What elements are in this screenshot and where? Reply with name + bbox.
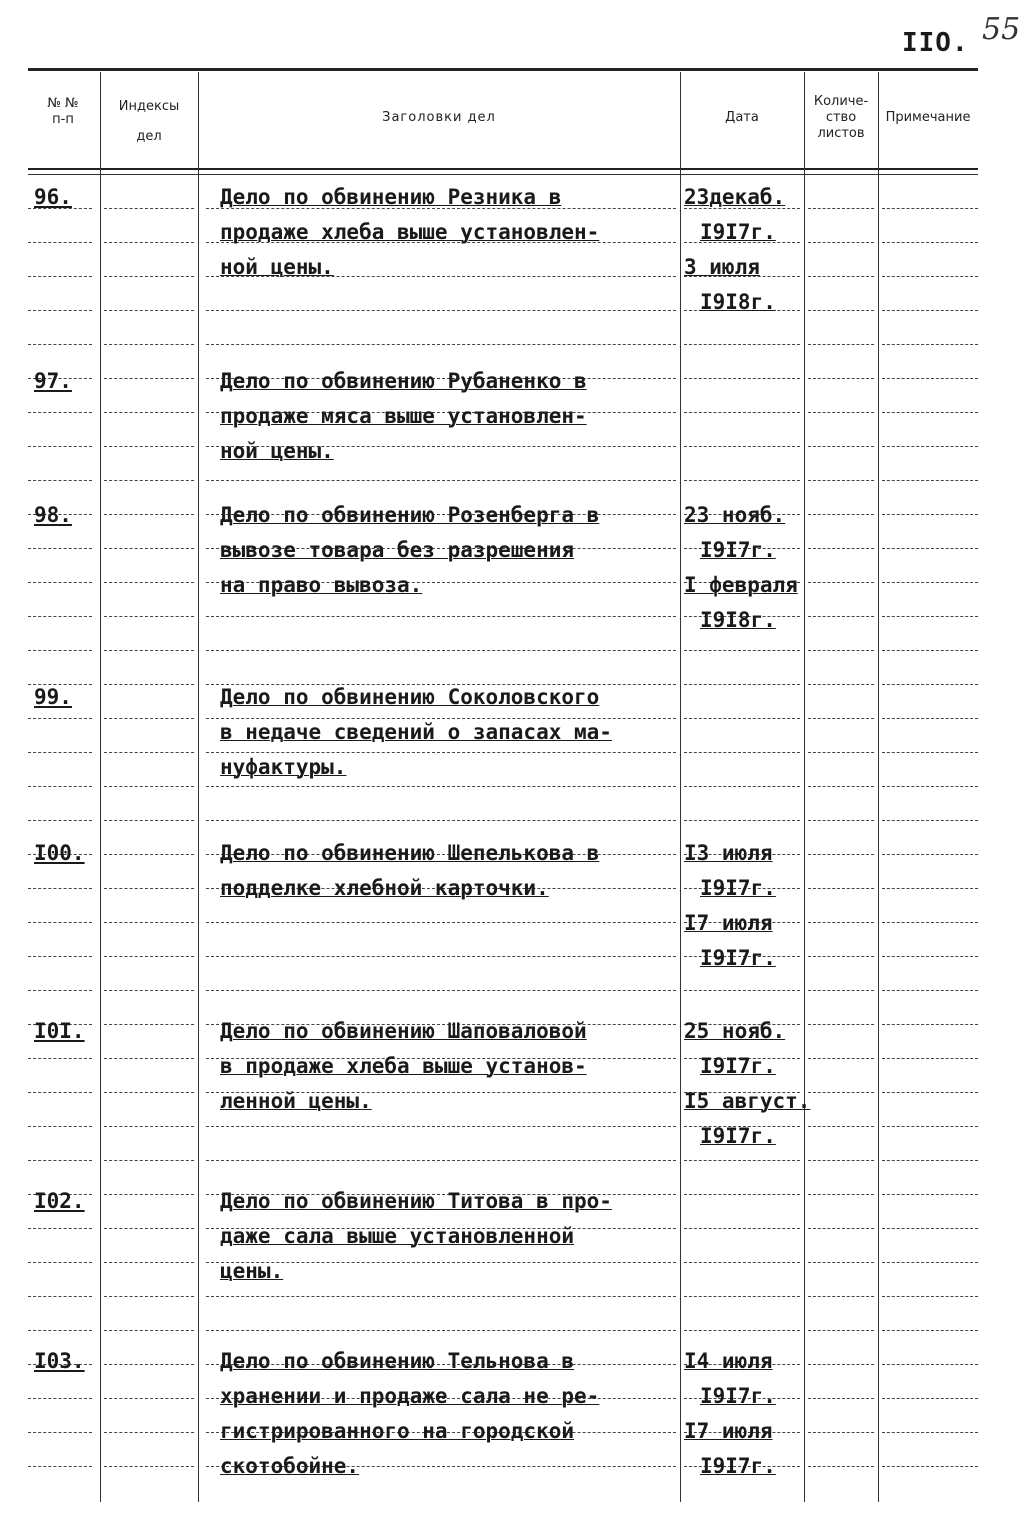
ruled-line [104,412,194,413]
ruled-line [808,956,874,957]
ruled-line [882,1364,978,1365]
case-date-line: I9I7г. [700,1054,776,1078]
column-divider [198,72,199,1502]
ruled-line [808,1296,874,1297]
ruled-line [104,514,194,515]
ruled-line [28,1092,92,1093]
ruled-line [104,1160,194,1161]
ruled-line [882,548,978,549]
ruled-line [882,1398,978,1399]
ruled-line [882,1262,978,1263]
table-top-rule [28,68,978,71]
ruled-line [104,548,194,549]
case-title-line: Дело по обвинению Тельнова в [220,1349,575,1373]
row-number: I00. [34,841,85,865]
ruled-line [808,582,874,583]
ruled-line [808,1092,874,1093]
header-note: Примечание [885,110,971,125]
header-bottom-rule [28,168,978,170]
case-dates [684,180,785,320]
ruled-line [882,514,978,515]
ruled-line [206,344,676,345]
ruled-line [882,1126,978,1127]
ruled-line [808,990,874,991]
ruled-line [104,922,194,923]
header-count: Количе- ство листов [813,94,869,141]
ruled-line [28,990,92,991]
case-title-line: подделке хлебной карточки. [220,876,549,900]
ruled-line [882,616,978,617]
case-date-line: I9I7г. [700,876,776,900]
ruled-line [104,1092,194,1093]
ruled-line [808,242,874,243]
ruled-line [808,344,874,345]
ruled-line [104,480,194,481]
case-title [220,1014,587,1119]
ruled-line [808,616,874,617]
ruled-line [882,684,978,685]
case-title-line: нуфактуры. [220,755,347,779]
case-title [220,1344,599,1484]
ruled-line [104,956,194,957]
ruled-line [882,990,978,991]
ruled-line [882,1160,978,1161]
ruled-line [28,786,92,787]
case-title-line: в недаче сведений о запасах ма- [220,720,612,744]
ruled-line [882,480,978,481]
case-date-line: 3 июля [684,255,760,279]
ruled-line [808,684,874,685]
ruled-line [104,1058,194,1059]
ruled-line [882,854,978,855]
ruled-line [808,786,874,787]
header-bottom-rule-2 [28,174,978,175]
case-date-line: 23 нояб. [684,503,786,527]
ruled-line [104,1194,194,1195]
ruled-line [882,412,978,413]
ruled-line [206,1160,676,1161]
ruled-line [808,480,874,481]
ruled-line [808,208,874,209]
header-index: Индексы дел [118,99,180,144]
ruled-line [28,1228,92,1229]
ruled-line [104,276,194,277]
column-divider [878,72,879,1502]
ruled-line [28,888,92,889]
case-title [220,836,599,906]
case-dates [684,836,776,976]
ruled-line [684,344,800,345]
case-title-line: Дело по обвинению Титова в про- [220,1189,612,1213]
case-title-line: хранении и продаже сала не ре- [220,1384,600,1408]
ruled-line [808,1330,874,1331]
ruled-line [684,752,800,753]
case-title [220,498,599,603]
ruled-line [882,786,978,787]
ruled-line [808,922,874,923]
case-dates [684,1014,810,1154]
ruled-line [28,1160,92,1161]
ruled-line [28,548,92,549]
case-dates [684,498,798,638]
ruled-line [104,208,194,209]
ruled-line [882,310,978,311]
case-title-line: на право вывоза. [220,573,423,597]
case-date-line: I9I7г. [700,1454,776,1478]
ruled-line [28,616,92,617]
ruled-line [104,718,194,719]
row-number: 98. [34,503,72,527]
ruled-line [104,1126,194,1127]
ruled-line [882,820,978,821]
ruled-line [882,752,978,753]
ruled-line [684,786,800,787]
ruled-line [104,446,194,447]
ruled-line [104,616,194,617]
ruled-line [104,1364,194,1365]
ruled-line [882,718,978,719]
page-number: IIO. [902,28,969,58]
header-number: № № п-п [47,96,79,127]
ruled-line [808,1228,874,1229]
ruled-line [206,820,676,821]
case-date-line: I9I8г. [700,608,776,632]
ruled-line [206,990,676,991]
ruled-line [28,480,92,481]
ruled-line [882,582,978,583]
ruled-line [28,718,92,719]
ruled-line [104,1262,194,1263]
ruled-line [808,310,874,311]
ruled-line [808,718,874,719]
ruled-line [882,1330,978,1331]
ruled-line [684,1296,800,1297]
ruled-line [206,1330,676,1331]
ruled-line [104,1398,194,1399]
ruled-line [808,412,874,413]
case-date-line: I февраля [684,573,798,597]
ruled-line [28,344,92,345]
ruled-line [28,1126,92,1127]
ruled-line [882,242,978,243]
ruled-line [104,854,194,855]
row-number: 97. [34,369,72,393]
ruled-line [206,480,676,481]
ruled-line [206,310,676,311]
ruled-line [808,1126,874,1127]
ruled-line [104,310,194,311]
ruled-line [882,344,978,345]
ruled-line [104,990,194,991]
ruled-line [882,1092,978,1093]
ruled-line [882,208,978,209]
ruled-line [882,1058,978,1059]
ruled-line [28,1296,92,1297]
ruled-line [808,276,874,277]
ruled-line [28,582,92,583]
ruled-line [104,888,194,889]
ruled-line [882,1024,978,1025]
ruled-line [808,1364,874,1365]
row-number: 99. [34,685,72,709]
ruled-line [28,412,92,413]
ruled-line [808,752,874,753]
ruled-line [684,1262,800,1263]
archive-sheet-number: 55 [982,12,1021,47]
case-title-line: Дело по обвинению Шепелькова в [220,841,600,865]
ruled-line [28,820,92,821]
case-title-line: Дело по обвинению Рубаненко в [220,369,587,393]
case-title-line: ной цены. [220,439,334,463]
case-date-line: I9I7г. [700,946,776,970]
ruled-line [684,718,800,719]
case-title-line: вывозе товара без разрешения [220,538,575,562]
case-title [220,180,599,285]
ruled-line [206,786,676,787]
ruled-line [808,854,874,855]
ruled-line [882,888,978,889]
ruled-line [808,1466,874,1467]
ruled-line [104,786,194,787]
ruled-line [28,310,92,311]
ruled-line [28,956,92,957]
column-divider [100,72,101,1502]
ruled-line [28,1398,92,1399]
case-date-line: I9I7г. [700,1384,776,1408]
ruled-line [684,684,800,685]
case-title-line: даже сала выше установленной [220,1224,575,1248]
ruled-line [808,548,874,549]
ruled-line [104,582,194,583]
ruled-line [684,820,800,821]
ruled-line [808,378,874,379]
ruled-line [28,752,92,753]
ruled-line [28,922,92,923]
header-title: Заголовки дел [382,110,496,125]
ruled-line [808,514,874,515]
case-title [220,1184,612,1289]
ruled-line [104,1296,194,1297]
ruled-line [808,888,874,889]
ruled-line [206,650,676,651]
case-date-line: I4 июля [684,1349,773,1373]
ruled-line [104,1432,194,1433]
ruled-line [882,276,978,277]
ruled-line [882,922,978,923]
ruled-line [206,1296,676,1297]
ruled-line [882,1228,978,1229]
ruled-line [28,446,92,447]
ruled-line [104,1330,194,1331]
ruled-line [684,1160,800,1161]
ruled-line [206,922,676,923]
ruled-line [684,1194,800,1195]
ruled-line [684,378,800,379]
ruled-line [104,684,194,685]
ruled-line [684,1330,800,1331]
ruled-line [684,446,800,447]
row-number: I0I. [34,1019,85,1043]
case-date-line: I7 июля [684,911,773,935]
ruled-line [684,990,800,991]
ruled-line [206,616,676,617]
ruled-line [808,820,874,821]
case-title-line: Дело по обвинению Розенберга в [220,503,600,527]
ruled-line [206,956,676,957]
ruled-line [684,650,800,651]
ruled-line [808,650,874,651]
ruled-line [684,412,800,413]
ruled-line [104,820,194,821]
ruled-line [808,446,874,447]
header-date: Дата [725,110,759,125]
case-date-line: I9I8г. [700,290,776,314]
ruled-line [104,242,194,243]
case-title-line: в продаже хлеба выше установ- [220,1054,587,1078]
ruled-line [28,1058,92,1059]
row-number: I03. [34,1349,85,1373]
ruled-line [104,344,194,345]
case-title-line: гистрированного на городской [220,1419,575,1443]
ruled-line [808,1058,874,1059]
ruled-line [104,650,194,651]
case-title-line: Дело по обвинению Соколовского [220,685,600,709]
column-divider [804,72,805,1502]
ruled-line [104,752,194,753]
ruled-line [808,1024,874,1025]
ruled-line [28,1330,92,1331]
ruled-line [104,1228,194,1229]
case-date-line: I9I7г. [700,220,776,244]
case-title-line: продаже мяса выше установлен- [220,404,587,428]
ruled-line [808,1160,874,1161]
case-title-line: ной цены. [220,255,334,279]
case-dates [684,1344,776,1484]
case-title-line: продаже хлеба выше установлен- [220,220,600,244]
case-title-line: скотобойне. [220,1454,360,1478]
ruled-line [882,1432,978,1433]
ruled-line [882,1194,978,1195]
row-number: I02. [34,1189,85,1213]
ruled-line [808,1432,874,1433]
ruled-line [684,480,800,481]
ruled-line [882,1466,978,1467]
case-title-line: Дело по обвинению Резника в [220,185,562,209]
row-number: 96. [34,185,72,209]
ruled-line [808,1262,874,1263]
case-date-line: I9I7г. [700,538,776,562]
case-date-line: 23декаб. [684,185,786,209]
case-title-line: Дело по обвинению Шаповаловой [220,1019,587,1043]
case-title-line: цены. [220,1259,284,1283]
ruled-line [28,1466,92,1467]
ruled-line [28,242,92,243]
case-date-line: I5 август. [684,1089,811,1113]
column-divider [680,72,681,1502]
ruled-line [882,378,978,379]
case-title [220,364,587,469]
ruled-line [808,1398,874,1399]
ruled-line [104,1024,194,1025]
ruled-line [28,650,92,651]
ruled-line [28,276,92,277]
ruled-line [28,1432,92,1433]
ruled-line [684,1228,800,1229]
ruled-line [28,1262,92,1263]
ruled-line [104,378,194,379]
ruled-line [882,956,978,957]
ruled-line [206,1126,676,1127]
case-date-line: I3 июля [684,841,773,865]
case-title-line: ленной цены. [220,1089,372,1113]
case-date-line: I9I7г. [700,1124,776,1148]
ruled-line [882,650,978,651]
ruled-line [104,1466,194,1467]
ruled-line [808,1194,874,1195]
case-date-line: 25 нояб. [684,1019,786,1043]
ruled-line [882,446,978,447]
ruled-line [882,1296,978,1297]
case-title [220,680,612,785]
case-date-line: I7 июля [684,1419,773,1443]
